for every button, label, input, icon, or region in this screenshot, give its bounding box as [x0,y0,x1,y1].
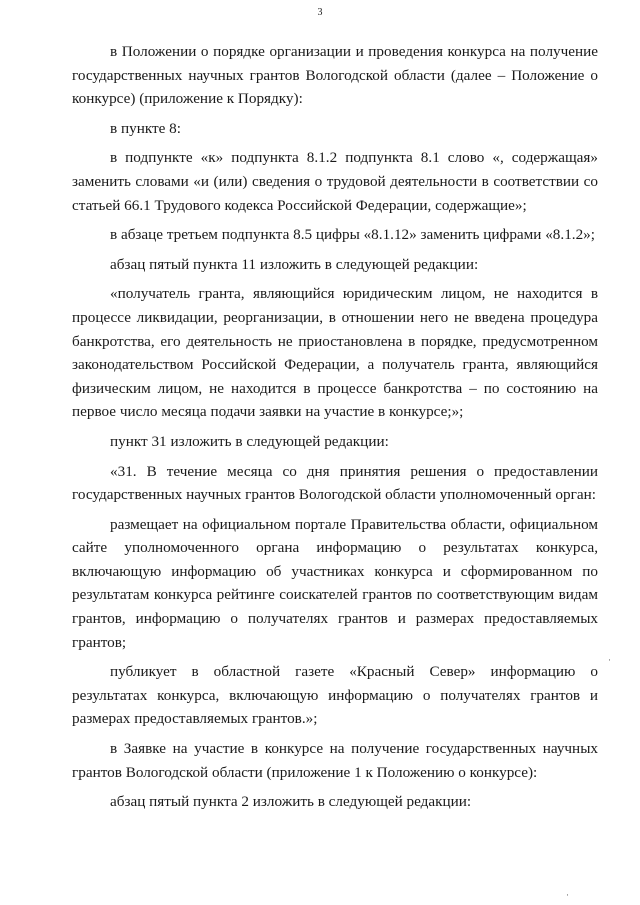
paragraph-8: «31. В течение месяца со дня принятия решения о предоставлении государственных научных грантов Вологодской области уполномоченный орган: [72,462,598,504]
paragraph-3: в подпункте «к» подпункта 8.1.2 подпункта 8.1 слово «, содержащая» заменить словами «и (или) сведения о трудовой деятельности в соответствии со статьей 66.1 Трудового кодекса Российской Федерации, содержащие»; [72,149,598,214]
page-number: 3 [317,7,323,18]
paragraph-10: публикует в областной газете «Красный Север» информацию о результатах конкурса, включающую информацию о получателях грантов и размерах предоставляемых грантов.»; [72,663,598,728]
paragraph-9: размещает на официальном портале Правительства области, официальном сайте уполномоченного органа информацию о результатах конкурса, включающую информацию об участниках конкурса и сформированном по результатам конкурса рейтинге соискателей грантов по соответствующим видам грантов, информацию о получателях грантов и размерах предоставляемых грантов; [72,515,598,651]
document-body [72,40,598,814]
paragraph-12: абзац пятый пункта 2 изложить в следующей редакции: [110,793,472,811]
scan-mark-side: · [608,655,611,665]
paragraph-5: абзац пятый пункта 11 изложить в следующей редакции: [110,255,479,273]
paragraph-7: пункт 31 изложить в следующей редакции: [110,432,389,450]
paragraph-2: в пункте 8: [110,119,181,137]
paragraph-1: в Положении о порядке организации и проведения конкурса на получение государственных научных грантов Вологодской области (далее – Положение о конкурсе) (приложение к Порядку): [72,43,598,108]
paragraph-6: «получатель гранта, являющийся юридическим лицом, не находится в процессе ликвидации, реорганизации, в отношении него не введена процедура банкротства, его деятельность не приостановлена в порядке, предусмотренном законодательством Российской Федерации, а получатель гранта, являющийся физическим лицом, не находится в процессе банкротства – по состоянию на первое число месяца подачи заявки на участие в конкурсе;»; [72,285,598,421]
scan-mark-bottom: · [566,890,569,900]
paragraph-4: в абзаце третьем подпункта 8.5 цифры «8.1.12» заменить цифрами «8.1.2»; [110,226,595,244]
paragraph-11: в Заявке на участие в конкурсе на получение государственных научных грантов Вологодской области (приложение 1 к Положению о конкурсе): [72,740,598,781]
